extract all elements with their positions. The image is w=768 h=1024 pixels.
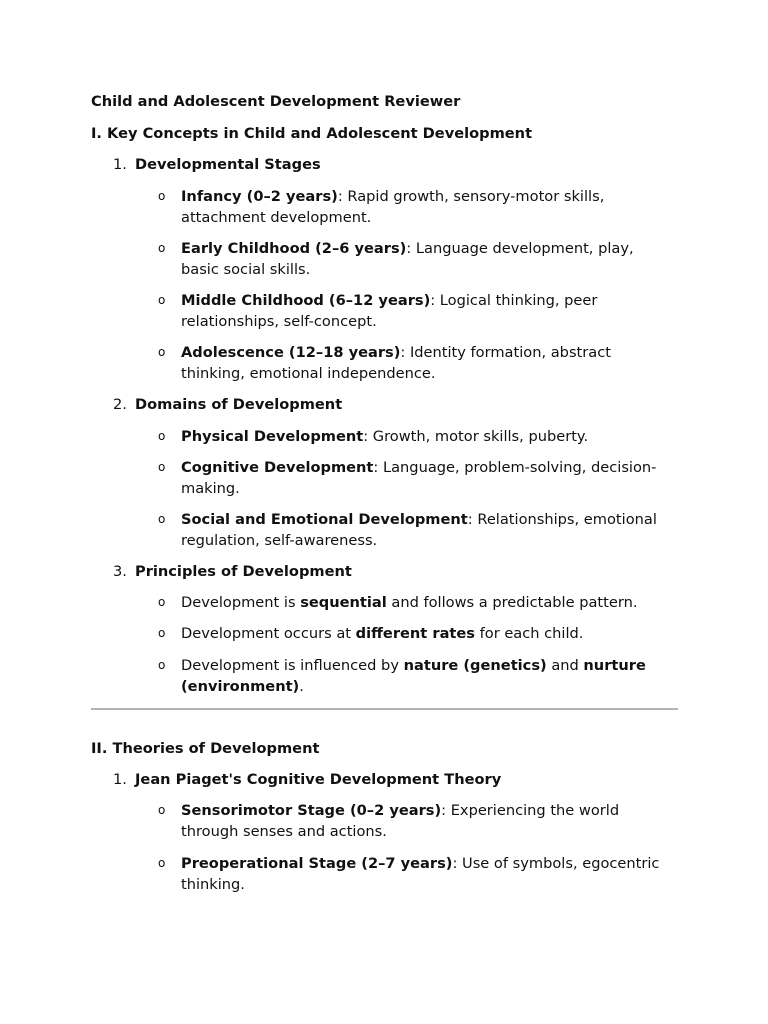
bullet-term: Social and Emotional Development (181, 511, 468, 528)
bullet-desc: Development is (181, 594, 301, 611)
bullet-desc-cont: relationships, self-concept. (181, 313, 377, 330)
bullet-term: Early Childhood (2–6 years) (181, 240, 407, 257)
bullet-desc-cont: thinking, emotional independence. (181, 365, 436, 382)
bullet-desc: : Relationships, emotional (467, 511, 657, 528)
bullet-term: different rates (355, 625, 475, 642)
list-label: Domains of Development (135, 396, 343, 413)
bullet-desc-cont: regulation, self-awareness. (181, 532, 378, 549)
bullet-desc: Development is influenced by (181, 657, 404, 674)
bullet-marker: o (158, 460, 166, 474)
bullet-marker: o (158, 345, 166, 359)
bullet-marker: o (158, 429, 166, 443)
bullet-marker: o (158, 595, 166, 609)
bullet-term: Infancy (0–2 years) (181, 188, 338, 205)
bullet-desc-cont: thinking. (181, 876, 245, 893)
document-title: Child and Adolescent Development Reviewer (91, 93, 461, 110)
list-number: 1. (113, 771, 127, 788)
bullet-term: nurture (583, 657, 646, 674)
bullet-desc: : Identity formation, abstract (400, 344, 611, 361)
bullet-marker: o (158, 658, 166, 672)
bullet-text (181, 623, 681, 644)
list-item-piaget-theory (113, 770, 501, 790)
bullet-term: Physical Development (181, 428, 364, 445)
bullet-desc: for each child. (474, 625, 584, 642)
bullet-term: Adolescence (12–18 years) (181, 344, 401, 361)
section-heading-key-concepts: I. Key Concepts in Child and Adolescent Development (91, 125, 533, 142)
bullet-desc: : Experiencing the world (441, 802, 620, 819)
section-heading-theories: II. Theories of Development (91, 740, 320, 757)
bullet-desc-cont: making. (181, 480, 240, 497)
list-label: Jean Piaget's Cognitive Development Theory (135, 771, 502, 788)
bullet-text (181, 426, 681, 447)
bullet-term: nature (genetics) (403, 657, 547, 674)
bullet-desc: : Language, problem-solving, decision- (373, 459, 657, 476)
bullet-desc: Development occurs at (181, 625, 356, 642)
bullet-desc: : Language development, play, (406, 240, 634, 257)
bullet-marker: o (158, 512, 166, 526)
list-label: Principles of Development (135, 563, 352, 580)
bullet-text (181, 186, 681, 228)
list-item-domains-of-development (113, 395, 342, 415)
horizontal-divider (91, 708, 678, 710)
bullet-desc-cont: attachment development. (181, 209, 372, 226)
bullet-text (181, 655, 681, 697)
list-label: Developmental Stages (135, 156, 321, 173)
bullet-term: Sensorimotor Stage (0–2 years) (181, 802, 442, 819)
bullet-desc-cont: basic social skills. (181, 261, 311, 278)
bullet-marker: o (158, 626, 166, 640)
bullet-text (181, 457, 681, 499)
bullet-text (181, 238, 681, 280)
bullet-term: Preoperational Stage (2–7 years) (181, 855, 453, 872)
list-item-developmental-stages (113, 155, 321, 175)
bullet-desc: and (546, 657, 584, 674)
bullet-desc: : Growth, motor skills, puberty. (363, 428, 589, 445)
bullet-desc-cont: through senses and actions. (181, 823, 387, 840)
bullet-term: Middle Childhood (6–12 years) (181, 292, 431, 309)
bullet-text (181, 800, 681, 842)
list-item-principles-of-development (113, 562, 352, 582)
bullet-desc: and follows a predictable pattern. (386, 594, 638, 611)
bullet-text (181, 290, 681, 332)
bullet-desc: : Rapid growth, sensory-motor skills, (337, 188, 605, 205)
bullet-marker: o (158, 293, 166, 307)
list-number: 3. (113, 563, 127, 580)
bullet-text (181, 342, 681, 384)
bullet-text (181, 509, 681, 551)
list-number: 2. (113, 396, 127, 413)
bullet-term: sequential (300, 594, 387, 611)
bullet-desc: . (299, 678, 304, 695)
bullet-text (181, 592, 681, 613)
bullet-marker: o (158, 856, 166, 870)
bullet-desc: : Use of symbols, egocentric (452, 855, 660, 872)
bullet-marker: o (158, 241, 166, 255)
list-number: 1. (113, 156, 127, 173)
bullet-text (181, 853, 681, 895)
bullet-term: Cognitive Development (181, 459, 374, 476)
bullet-marker: o (158, 803, 166, 817)
bullet-term-cont: (environment) (181, 678, 300, 695)
bullet-marker: o (158, 189, 166, 203)
bullet-desc: : Logical thinking, peer (430, 292, 598, 309)
